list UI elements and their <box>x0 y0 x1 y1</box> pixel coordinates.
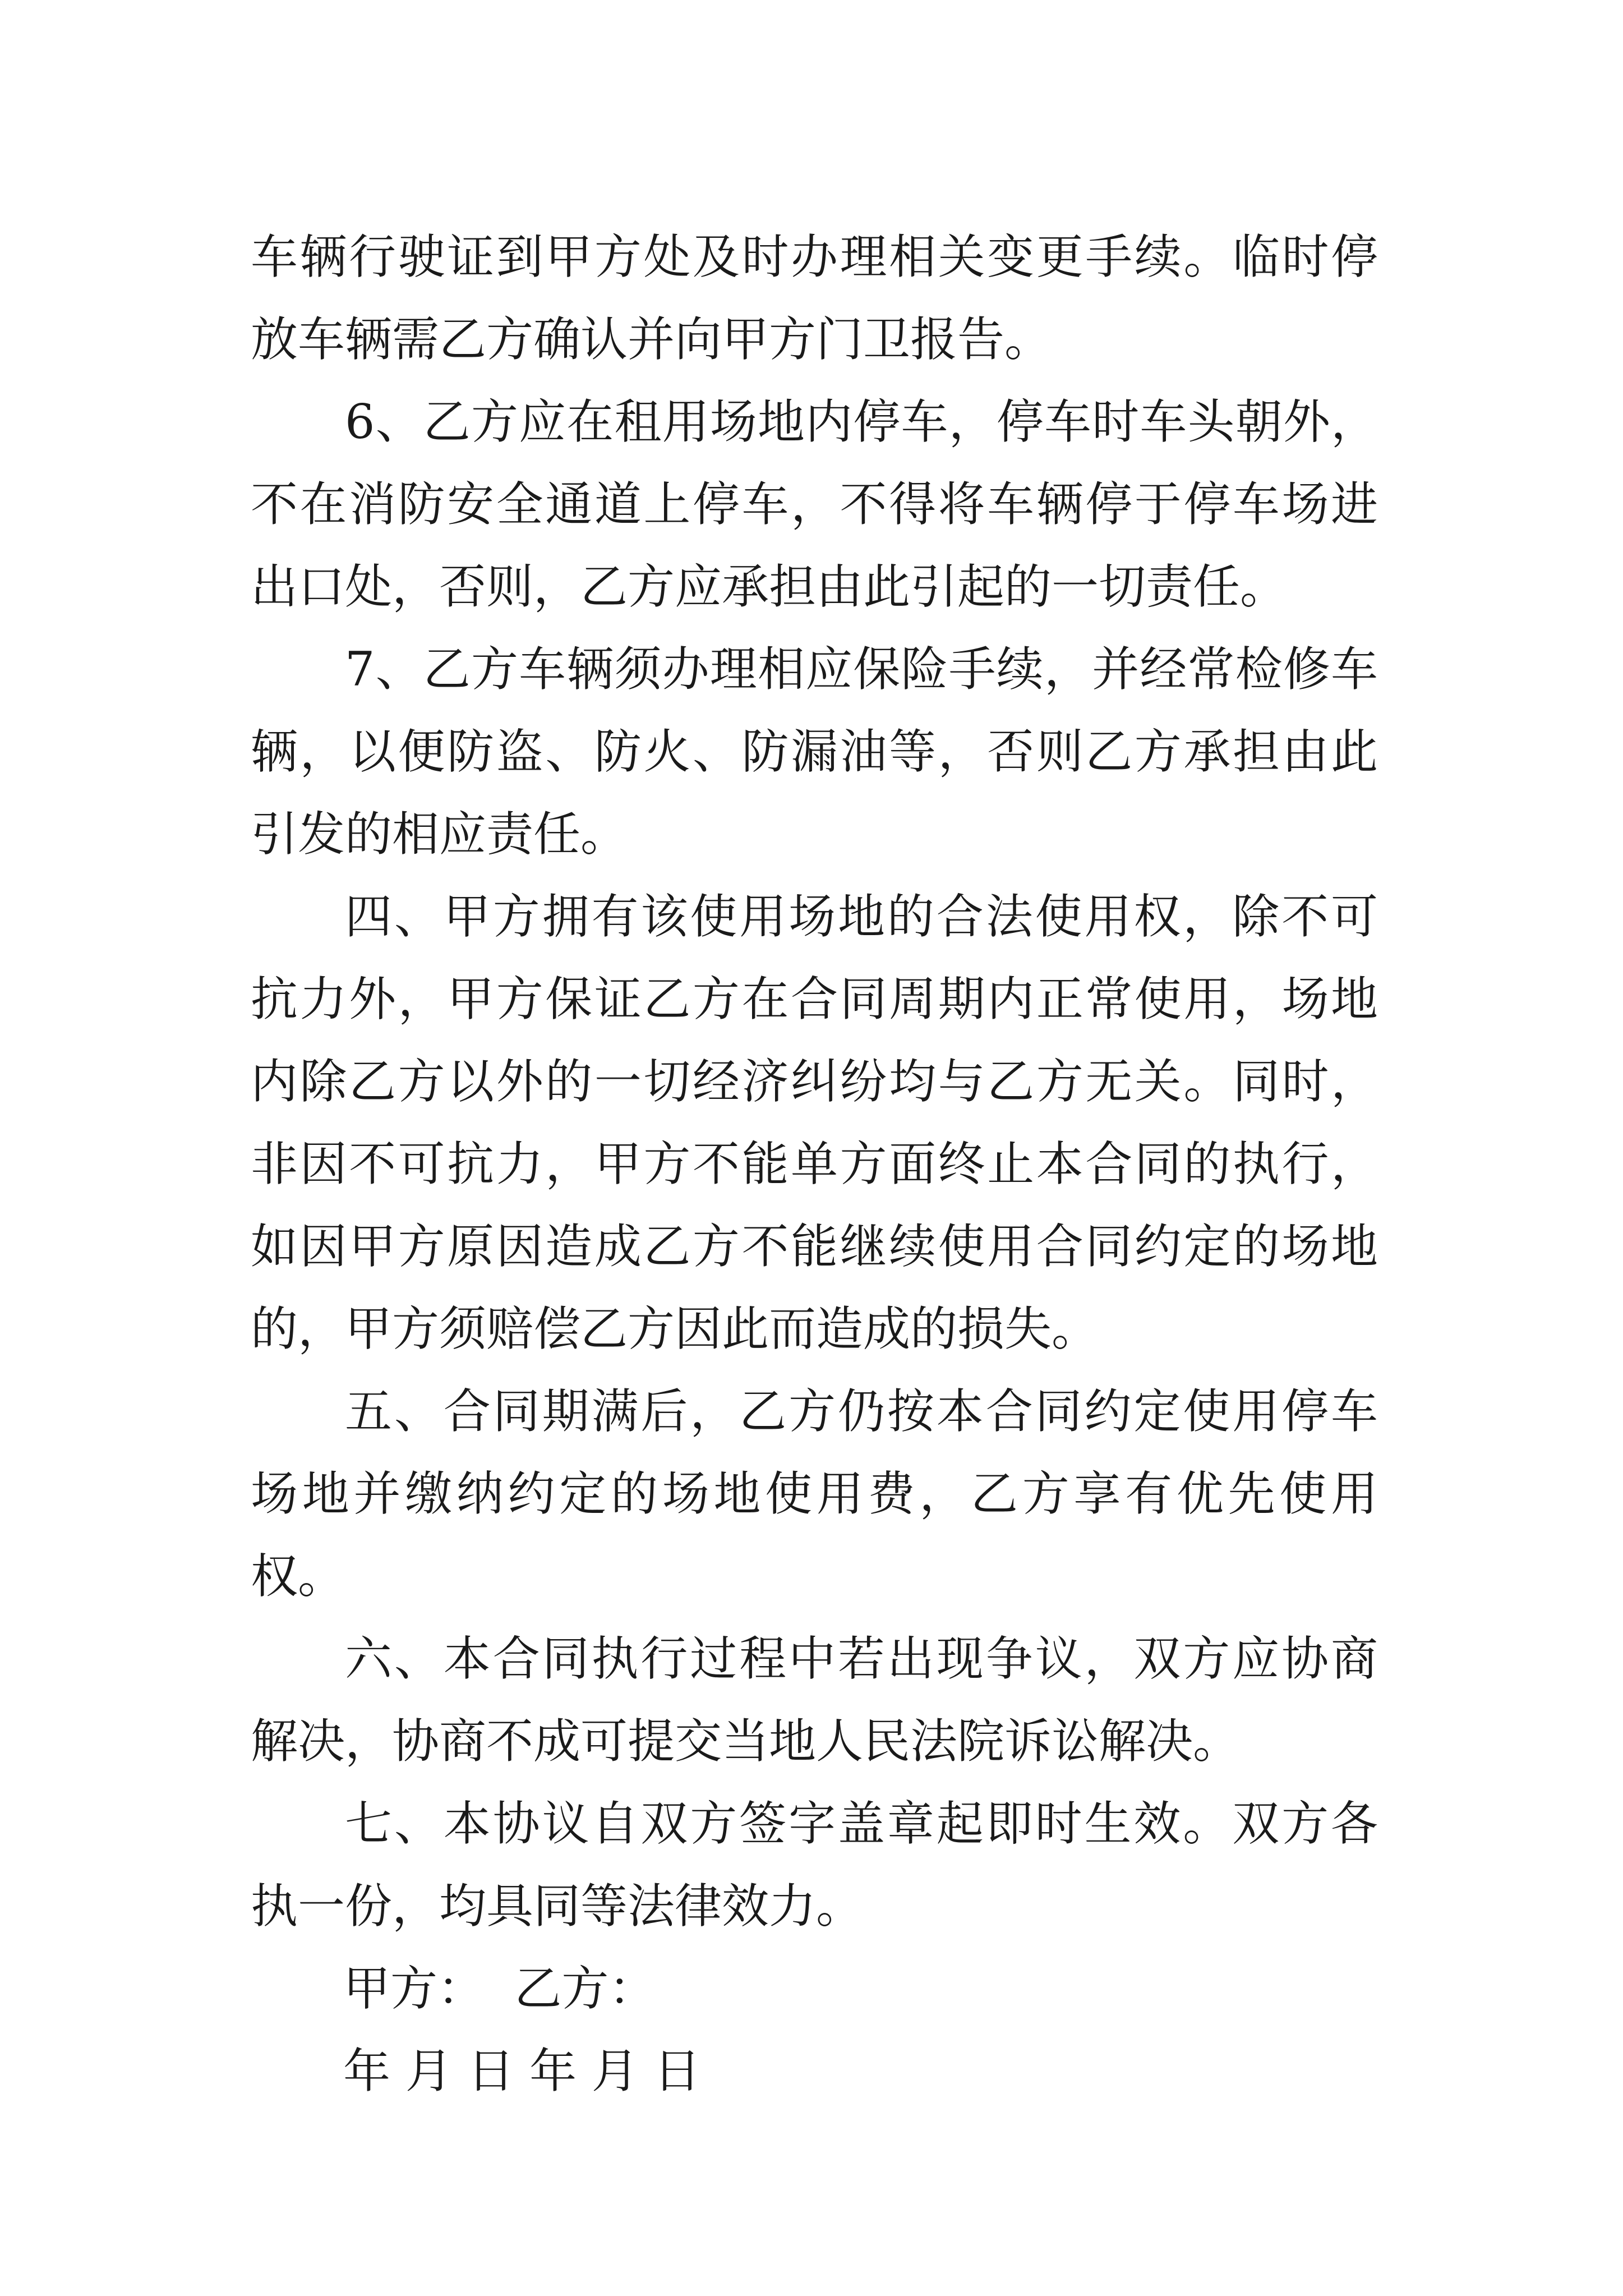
signature-parties: 甲方： 乙方： <box>343 1961 656 2016</box>
paragraph-continuation: 车辆行驶证到甲方处及时办理相关变更手续。临时停放车辆需乙方确认并向甲方门卫报告。 <box>251 229 1378 367</box>
clause-6: 6、乙方应在租用场地内停车，停车时车头朝外，不在消防安全通道上停车，不得将车辆停于停车场进出口处，否则，乙方应承担由此引起的一切责任。 <box>251 394 1378 614</box>
signature-dates: 年 月 日 年 月 日 <box>343 2044 701 2099</box>
contract-body <box>251 216 1378 2113</box>
section-seven: 七、本协议自双方签字盖章起即时生效。双方各执一份，均具同等法律效力。 <box>251 1796 1378 1934</box>
clause-7: 7、乙方车辆须办理相应保险手续，并经常检修车辆，以便防盗、防火、防漏油等，否则乙方承担由此引发的相应责任。 <box>251 642 1378 862</box>
section-six: 六、本合同执行过程中若出现争议，双方应协商解决，协商不成可提交当地人民法院诉讼解决。 <box>251 1631 1378 1769</box>
section-five: 五、合同期满后，乙方仍按本合同约定使用停车场地并缴纳约定的场地使用费，乙方享有优先使用权。 <box>251 1384 1378 1604</box>
section-four: 四、甲方拥有该使用场地的合法使用权，除不可抗力外，甲方保证乙方在合同周期内正常使用，场地内除乙方以外的一切经济纠纷均与乙方无关。同时，非因不可抗力，甲方不能单方面终止本合同的执行，如因甲方原因造成乙方不能继续使用合同约定的场地的，甲方须赔偿乙方因此而造成的损失。 <box>251 889 1378 1356</box>
